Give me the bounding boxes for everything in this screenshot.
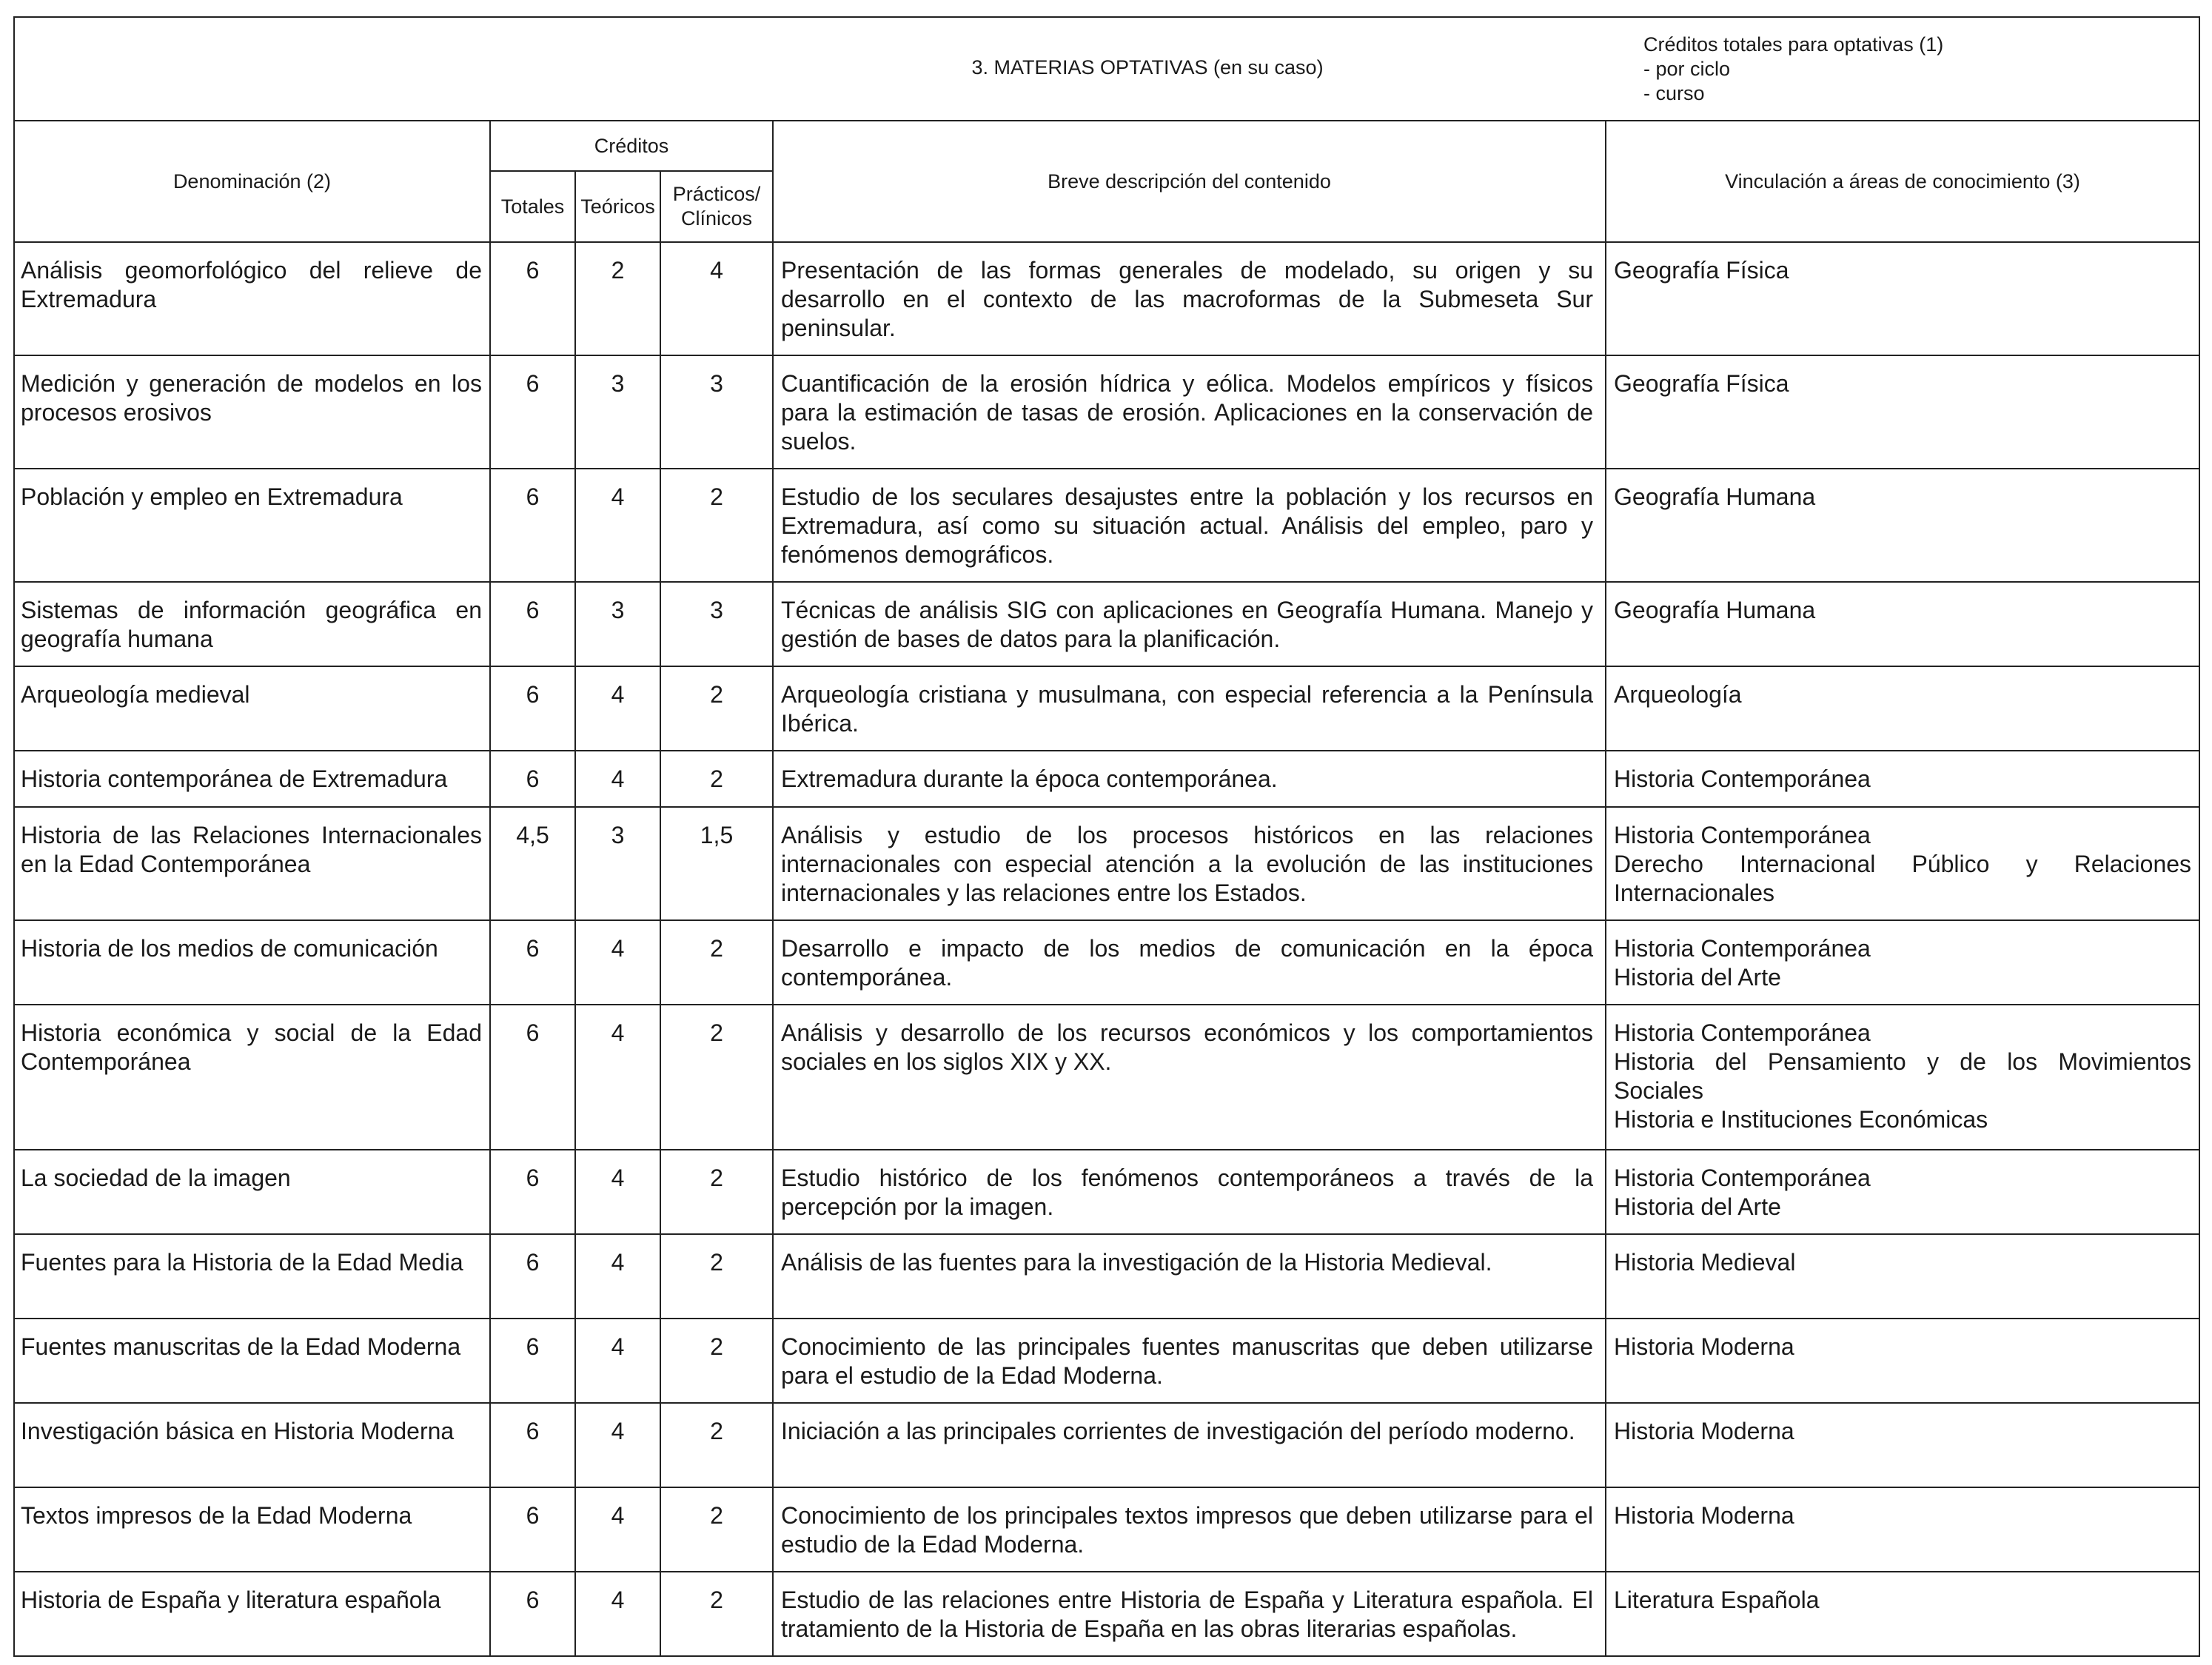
content-description: Extremadura durante la época contemporánea. [773, 751, 1606, 807]
credits-practicos: 2 [660, 1005, 773, 1150]
document-page [13, 16, 2199, 1657]
content-description: Estudio de los seculares desajustes entre la población y los recursos en Extremadura, así como su situación actual. Análisis del empleo, paro y fenómenos demográficos. [773, 469, 1606, 582]
table-row [14, 355, 2199, 469]
knowledge-area: Historia Moderna [1614, 1333, 1794, 1360]
credits-totales: 6 [490, 1150, 575, 1234]
knowledge-area: Geografía Humana [1614, 483, 1816, 510]
header-practicos: Prácticos/ Clínicos [660, 171, 773, 242]
credits-practicos: 4 [660, 242, 773, 355]
knowledge-area: Historia del Pensamiento y de los Movimientos [1614, 1048, 2192, 1075]
credits-practicos: 2 [660, 1403, 773, 1487]
table-row [14, 1005, 2199, 1150]
content-description: Arqueología cristiana y musulmana, con especial referencia a la Península Ibérica. [773, 666, 1606, 751]
subject-name: Historia de España y literatura española [14, 1572, 490, 1656]
credits-practicos: 2 [660, 920, 773, 1005]
table-row [14, 469, 2199, 582]
table-row [14, 920, 2199, 1005]
content-description: Estudio de las relaciones entre Historia de España y Literatura española. El tratamiento de la Historia de España en las obras literarias españolas. [773, 1572, 1606, 1656]
knowledge-area: Internacionales [1614, 880, 1775, 906]
credits-practicos: 2 [660, 666, 773, 751]
credits-practicos: 2 [660, 751, 773, 807]
credits-teoricos: 4 [575, 1403, 660, 1487]
credits-practicos: 2 [660, 1319, 773, 1403]
knowledge-area: Historia del Arte [1614, 964, 1781, 991]
table-row [14, 242, 2199, 355]
table-row [14, 807, 2199, 920]
credits-practicos: 2 [660, 1150, 773, 1234]
subject-name: Población y empleo en Extremadura [14, 469, 490, 582]
knowledge-area: Geografía Humana [1614, 597, 1816, 623]
content-description: Conocimiento de las principales fuentes manuscritas que deben utilizarse para el estudio de la Edad Moderna. [773, 1319, 1606, 1403]
knowledge-area: Geografía Física [1614, 257, 1789, 284]
content-description: Presentación de las formas generales de modelado, su origen y su desarrollo en el contexto de las macroformas de la Submeseta Sur peninsular. [773, 242, 1606, 355]
knowledge-area: Derecho Internacional Público y Relaciones [1614, 851, 2192, 877]
credits-practicos: 2 [660, 1234, 773, 1319]
subject-name: Sistemas de información geográfica en geografía humana [14, 582, 490, 666]
subject-name: Arqueología medieval [14, 666, 490, 751]
header-creditos: Créditos [490, 121, 773, 171]
knowledge-area: Historia Contemporánea [1614, 822, 1871, 848]
credits-practicos: 2 [660, 1487, 773, 1572]
credits-teoricos: 3 [575, 807, 660, 920]
credits-totales: 6 [490, 582, 575, 666]
knowledge-area: Historia Medieval [1614, 1249, 1796, 1276]
knowledge-areas [1606, 355, 2199, 469]
knowledge-areas [1606, 920, 2199, 1005]
knowledge-area: Historia Contemporánea [1614, 935, 1871, 962]
title-cell [14, 17, 2199, 121]
subject-name: Historia económica y social de la Edad Contemporánea [14, 1005, 490, 1150]
subject-name: Fuentes para la Historia de la Edad Media [14, 1234, 490, 1319]
content-description: Análisis de las fuentes para la investigación de la Historia Medieval. [773, 1234, 1606, 1319]
table-row [14, 1487, 2199, 1572]
credits-teoricos: 4 [575, 1487, 660, 1572]
credits-total-label: Créditos totales para optativas (1) [1643, 33, 1944, 56]
credits-totales: 6 [490, 1487, 575, 1572]
subject-name: Textos impresos de la Edad Moderna [14, 1487, 490, 1572]
credits-totales: 4,5 [490, 807, 575, 920]
header-teoricos: Teóricos [575, 171, 660, 242]
credits-totales: 6 [490, 355, 575, 469]
header-totales: Totales [490, 171, 575, 242]
content-description: Iniciación a las principales corrientes de investigación del período moderno. [773, 1403, 1606, 1487]
subject-name: Investigación básica en Historia Moderna [14, 1403, 490, 1487]
credits-totales: 6 [490, 666, 575, 751]
table-row [14, 1234, 2199, 1319]
knowledge-areas [1606, 1234, 2199, 1319]
header-vinculacion: Vinculación a áreas de conocimiento (3) [1606, 121, 2199, 242]
optional-subjects-table [13, 16, 2200, 1657]
knowledge-areas [1606, 1403, 2199, 1487]
knowledge-area: Historia e Instituciones Económicas [1614, 1106, 1988, 1133]
credits-total-note [1643, 33, 2162, 106]
credits-teoricos: 4 [575, 666, 660, 751]
credits-totales: 6 [490, 1319, 575, 1403]
credits-teoricos: 3 [575, 582, 660, 666]
credits-totales: 6 [490, 1234, 575, 1319]
credits-totales: 6 [490, 1005, 575, 1150]
credits-practicos: 2 [660, 1572, 773, 1656]
content-description: Desarrollo e impacto de los medios de comunicación en la época contemporánea. [773, 920, 1606, 1005]
knowledge-areas [1606, 1319, 2199, 1403]
credits-teoricos: 4 [575, 751, 660, 807]
table-row [14, 751, 2199, 807]
knowledge-area: Geografía Física [1614, 370, 1789, 397]
knowledge-areas [1606, 1487, 2199, 1572]
title-row [14, 17, 2199, 121]
content-description: Cuantificación de la erosión hídrica y eólica. Modelos empíricos y físicos para la estimación de tasas de erosión. Aplicaciones en la conservación de suelos. [773, 355, 1606, 469]
subject-name: La sociedad de la imagen [14, 1150, 490, 1234]
knowledge-area: Literatura Española [1614, 1587, 1820, 1613]
knowledge-area: Historia Moderna [1614, 1502, 1794, 1529]
subject-name: Historia de las Relaciones Internacionales en la Edad Contemporánea [14, 807, 490, 920]
credits-teoricos: 4 [575, 469, 660, 582]
header-row-1 [14, 121, 2199, 171]
knowledge-area: Historia Moderna [1614, 1418, 1794, 1444]
knowledge-areas [1606, 1005, 2199, 1150]
table-row [14, 1150, 2199, 1234]
credits-teoricos: 4 [575, 920, 660, 1005]
content-description: Técnicas de análisis SIG con aplicaciones en Geografía Humana. Manejo y gestión de bases de datos para la planificación. [773, 582, 1606, 666]
credits-totales: 6 [490, 751, 575, 807]
knowledge-area: Historia Contemporánea [1614, 1165, 1871, 1191]
credits-per-cycle-label: - por ciclo [1643, 58, 1731, 80]
knowledge-area: Sociales [1614, 1077, 1703, 1104]
subject-name: Medición y generación de modelos en los procesos erosivos [14, 355, 490, 469]
table-body [14, 242, 2199, 1656]
knowledge-areas [1606, 666, 2199, 751]
table-row [14, 582, 2199, 666]
subject-name: Historia de los medios de comunicación [14, 920, 490, 1005]
section-title: 3. MATERIAS OPTATIVAS (en su caso) [971, 56, 1324, 78]
knowledge-areas [1606, 807, 2199, 920]
content-description: Análisis y desarrollo de los recursos económicos y los comportamientos sociales en los siglos XIX y XX. [773, 1005, 1606, 1150]
credits-totales: 6 [490, 1572, 575, 1656]
credits-totales: 6 [490, 920, 575, 1005]
content-description: Análisis y estudio de los procesos históricos en las relaciones internacionales con especial atención a la evolución de las instituciones internacionales y las relaciones entre los Estados. [773, 807, 1606, 920]
table-row [14, 666, 2199, 751]
subject-name: Historia contemporánea de Extremadura [14, 751, 490, 807]
credits-practicos: 2 [660, 469, 773, 582]
knowledge-area: Historia Contemporánea [1614, 1019, 1871, 1046]
credits-teoricos: 3 [575, 355, 660, 469]
credits-totales: 6 [490, 242, 575, 355]
subject-name: Análisis geomorfológico del relieve de Extremadura [14, 242, 490, 355]
content-description: Estudio histórico de los fenómenos contemporáneos a través de la percepción por la imagen. [773, 1150, 1606, 1234]
content-description: Conocimiento de los principales textos impresos que deben utilizarse para el estudio de la Edad Moderna. [773, 1487, 1606, 1572]
credits-totales: 6 [490, 1403, 575, 1487]
credits-practicos: 1,5 [660, 807, 773, 920]
knowledge-areas [1606, 1572, 2199, 1656]
subject-name: Fuentes manuscritas de la Edad Moderna [14, 1319, 490, 1403]
table-row [14, 1319, 2199, 1403]
credits-per-course-label: - curso [1643, 82, 1705, 104]
knowledge-area: Arqueología [1614, 681, 1742, 708]
credits-teoricos: 4 [575, 1150, 660, 1234]
table-row [14, 1403, 2199, 1487]
credits-teoricos: 4 [575, 1572, 660, 1656]
table-row [14, 1572, 2199, 1656]
credits-practicos: 3 [660, 355, 773, 469]
knowledge-areas [1606, 751, 2199, 807]
knowledge-areas [1606, 242, 2199, 355]
credits-teoricos: 4 [575, 1234, 660, 1319]
knowledge-areas [1606, 582, 2199, 666]
header-descripcion: Breve descripción del contenido [773, 121, 1606, 242]
credits-totales: 6 [490, 469, 575, 582]
knowledge-areas [1606, 1150, 2199, 1234]
knowledge-areas [1606, 469, 2199, 582]
credits-practicos: 3 [660, 582, 773, 666]
credits-teoricos: 2 [575, 242, 660, 355]
credits-teoricos: 4 [575, 1319, 660, 1403]
knowledge-area: Historia del Arte [1614, 1193, 1781, 1220]
header-denominacion: Denominación (2) [14, 121, 490, 242]
knowledge-area: Historia Contemporánea [1614, 766, 1871, 792]
credits-teoricos: 4 [575, 1005, 660, 1150]
